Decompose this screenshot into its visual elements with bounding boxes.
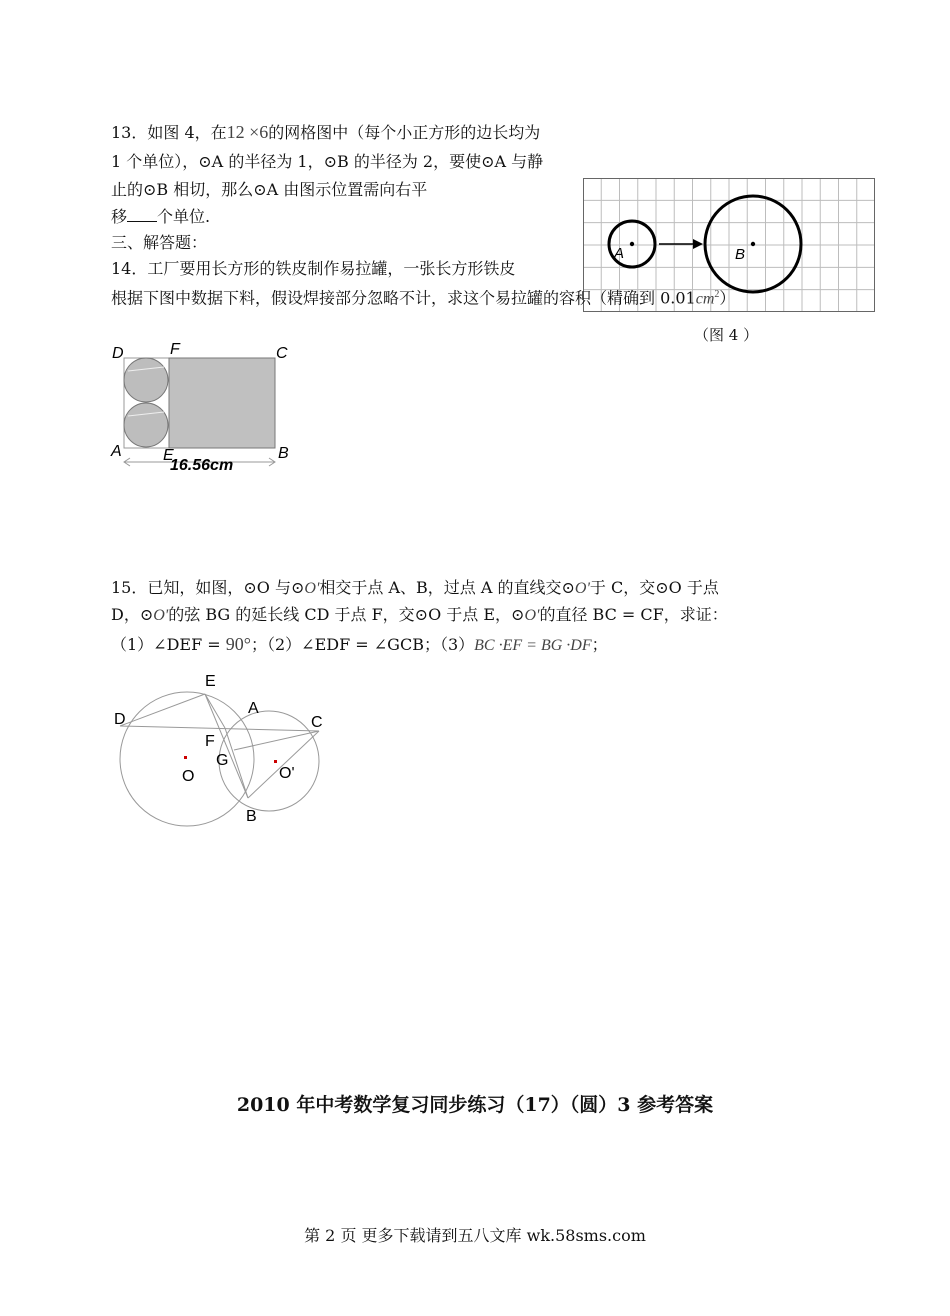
label-a: A	[111, 443, 122, 460]
circle-o-prime	[219, 711, 319, 811]
line-de	[120, 694, 205, 726]
side-rectangle	[169, 358, 275, 448]
top-circle	[124, 358, 168, 402]
center-o-dot	[184, 756, 187, 759]
section-3-heading: 三、解答题：	[111, 233, 208, 252]
two-circles-figure	[108, 668, 348, 838]
label-g: G	[216, 752, 229, 769]
label-e: E	[205, 673, 216, 690]
label-d: D	[114, 711, 126, 728]
q13-line2: 1 个单位），⊙A 的半径为 1，⊙B 的半径为 2，要使⊙A 与静	[111, 152, 544, 171]
answer-blank	[127, 207, 157, 222]
q15-line3: （1）∠DEF = 90°；（2）∠EDF = ∠GCB；（3）BC ·EF = BG ·DF；	[111, 634, 608, 654]
proof-expression: BC ·EF = BG ·DF	[474, 637, 592, 654]
label-a: A	[614, 245, 625, 262]
q13-line4: 移 个单位.	[111, 207, 211, 226]
line-ef	[205, 694, 225, 728]
label-o: O	[182, 768, 195, 785]
label-c: C	[311, 714, 323, 731]
can-net-figure	[108, 338, 308, 478]
q14-line2: 根据下图中数据下料，假设焊接部分忽略不计，求这个易拉罐的容积（精确到 $0.01cm^2$）	[111, 288, 736, 308]
label-c: C	[276, 345, 288, 362]
page-footer: 第 2 页 更多下载请到五八文库 wk.58sms.com	[304, 1226, 646, 1245]
center-a-dot	[630, 242, 634, 246]
bottom-circle	[124, 403, 168, 447]
angle-90: 90°	[225, 634, 251, 654]
q14-line1: 14．工厂要用长方形的铁皮制作易拉罐，一张长方形铁皮	[111, 259, 516, 278]
unit-cm: cm	[695, 290, 715, 308]
label-a: A	[248, 700, 259, 717]
label-d: D	[112, 345, 124, 362]
dimension-label: 16.56cm	[170, 457, 234, 474]
label-e: E	[163, 447, 174, 464]
unit-exponent: 2	[714, 289, 720, 300]
label-b: B	[735, 246, 746, 263]
q13-line3: 止的⊙B 相切，那么⊙A 由图示位置需向右平	[111, 180, 428, 199]
q15-line1: 15．已知，如图，⊙O 与⊙O'相交于点 A、B，过点 A 的直线交⊙O'于 C，交⊙O 于点	[111, 578, 719, 597]
label-f: F	[205, 733, 215, 750]
grid-size-expr: 12 ×6	[226, 122, 269, 142]
q15-line2: D，⊙O'的弦 BG 的延长线 CD 于点 F，交⊙O 于点 E，⊙O'的直径 BC = CF，求证：	[111, 605, 728, 624]
arrow-head-icon	[693, 239, 703, 249]
answer-section-title: 2010 年中考数学复习同步练习（17）（圆）3 参考答案	[236, 1094, 714, 1116]
line-gc	[234, 731, 319, 750]
q13-line1: 13．如图 4，在12 ×6的网格图中（每个小正方形的边长均为	[111, 122, 541, 142]
center-o-prime-dot	[274, 760, 277, 763]
construction-lines	[120, 694, 319, 798]
figure-4-caption: （图 4 ）	[694, 326, 759, 344]
label-b: B	[278, 445, 289, 462]
label-o-prime: O'	[279, 765, 295, 782]
center-b-dot	[751, 242, 755, 246]
label-f: F	[170, 341, 180, 358]
label-b: B	[246, 808, 257, 825]
